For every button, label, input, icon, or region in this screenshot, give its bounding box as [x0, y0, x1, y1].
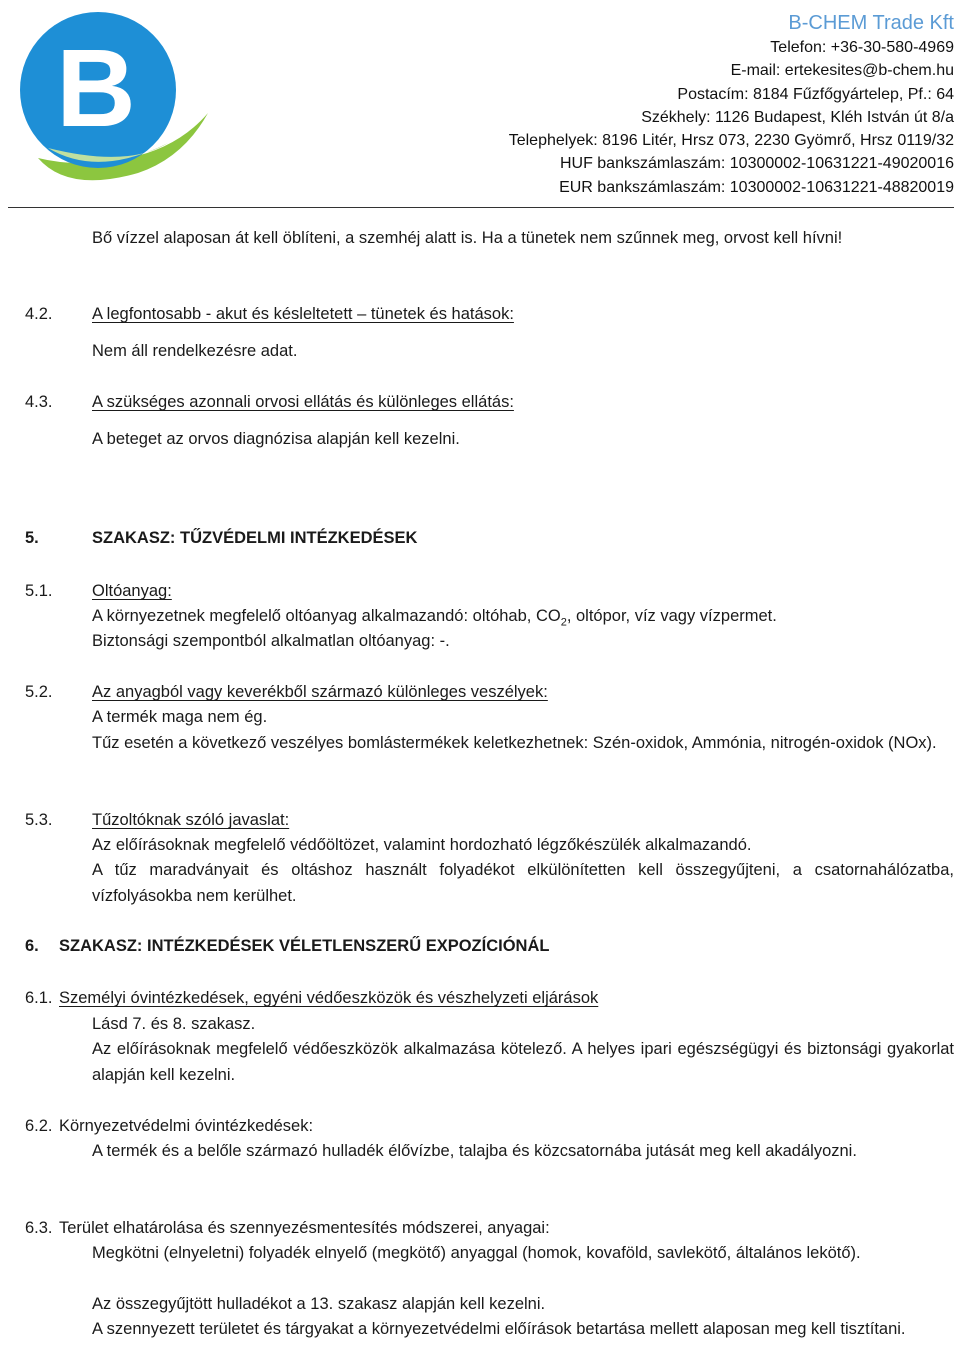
section-text	[92, 604, 777, 630]
section-number: 6.1.	[25, 989, 53, 1007]
company-eur-account: EUR bankszámlaszám: 10300002-10631221-48820019	[559, 178, 954, 196]
section-title: A szükséges azonnali orvosi ellátás és különleges ellátás:	[92, 393, 514, 411]
section-title: A legfontosabb - akut és késleltetett – tünetek és hatások:	[92, 305, 514, 323]
text-part: A környezetnek megfelelő oltóanyag alkalmazandó: oltóhab, CO	[92, 607, 561, 625]
section-text: Az előírásoknak megfelelő védőeszközök alkalmazása kötelező. A helyes ipari egészségügyi és biztonsági gyakorlat alapján kell kezelni.	[92, 1040, 954, 1084]
company-info	[509, 10, 954, 199]
section-number: 5.1.	[25, 582, 53, 600]
chapter-number: 6.	[25, 937, 39, 955]
section-number: 4.3.	[25, 393, 53, 411]
company-seat: Székhely: 1126 Budapest, Kléh István út 8/a	[641, 108, 954, 126]
company-huf-account: HUF bankszámlaszám: 10300002-10631221-49020016	[559, 155, 954, 173]
company-postal: Postacím: 8184 Fűzfőgyártelep, Pf.: 64	[677, 85, 954, 103]
section-number: 5.3.	[25, 811, 53, 829]
chapter-title: SZAKASZ: TŰZVÉDELMI INTÉZKEDÉSEK	[92, 529, 418, 547]
section-text: A beteget az orvos diagnózisa alapján kell kezelni.	[92, 430, 460, 448]
section-title: Az anyagból vagy keverékből származó különleges veszélyek:	[92, 683, 548, 701]
section-title: Környezetvédelmi óvintézkedések:	[59, 1117, 314, 1135]
company-sites: Telephelyek: 8196 Litér, Hrsz 073, 2230 Gyömrő, Hrsz 0119/32	[508, 132, 954, 150]
intro-paragraph: Bő vízzel alaposan át kell öblíteni, a szemhéj alatt is. Ha a tünetek nem szűnnek meg, orvost kell hívni!	[92, 229, 843, 247]
company-logo	[8, 8, 213, 188]
company-name: B-CHEM Trade Kft	[788, 12, 954, 34]
chapter-title: SZAKASZ: INTÉZKEDÉSEK VÉLETLENSZERŰ EXPOZÍCIÓNÁL	[59, 937, 550, 955]
section-text: Az összegyűjtött hulladékot a 13. szakasz alapján kell kezelni.	[92, 1295, 546, 1313]
section-title: Személyi óvintézkedések, egyéni védőeszközök és vészhelyzeti eljárások	[59, 989, 599, 1007]
section-number: 6.2.	[25, 1117, 53, 1135]
chapter-number: 5.	[25, 529, 39, 547]
section-title: Terület elhatárolása és szennyezésmentesítés módszerei, anyagai:	[59, 1219, 550, 1237]
page-header	[0, 0, 960, 210]
section-title: Tűzoltóknak szóló javaslat:	[92, 811, 290, 829]
section-text: Nem áll rendelkezésre adat.	[92, 342, 298, 360]
section-number: 5.2.	[25, 683, 53, 701]
section-title: Oltóanyag:	[92, 582, 172, 600]
company-email: E-mail: ertekesites@b-chem.hu	[730, 62, 954, 80]
text-part: , oltópor, víz vagy vízpermet.	[566, 607, 777, 625]
section-number: 4.2.	[25, 305, 53, 323]
section-text: Biztonsági szempontból alkalmatlan oltóanyag: -.	[92, 632, 450, 650]
section-number: 6.3.	[25, 1219, 53, 1237]
section-text: A termék és a belőle származó hulladék élővízbe, talajba és közcsatornába jutását meg kell akadályozni.	[92, 1142, 857, 1160]
subscript: 2	[560, 616, 567, 629]
section-text: Megkötni (elnyeletni) folyadék elnyelő (megkötő) anyaggal (homok, kovaföld, savlekötő, általános lekötő).	[92, 1244, 861, 1262]
section-text: Az előírásoknak megfelelő védőöltözet, valamint hordozható légzőkészülék alkalmazandó.	[92, 836, 752, 854]
section-text: A termék maga nem ég.	[92, 708, 268, 726]
logo-letter: B	[56, 27, 136, 150]
section-text: Lásd 7. és 8. szakasz.	[92, 1015, 256, 1033]
header-divider	[8, 207, 954, 208]
section-text: A tűz maradványait és oltáshoz használt folyadékot elkülönítetten kell összegyűjteni, a csatornahálózatba, vízfolyásokba nem kerülhet.	[92, 861, 954, 905]
section-text: A szennyezett területet és tárgyakat a környezetvédelmi előírások betartása mellett alaposan meg kell tisztítani.	[92, 1320, 906, 1338]
company-phone: Telefon: +36-30-580-4969	[770, 39, 954, 56]
section-text: Tűz esetén a következő veszélyes bomlástermékek keletkezhetnek: Szén-oxidok, Ammónia, nitrogén-oxidok (NOx).	[92, 734, 937, 752]
